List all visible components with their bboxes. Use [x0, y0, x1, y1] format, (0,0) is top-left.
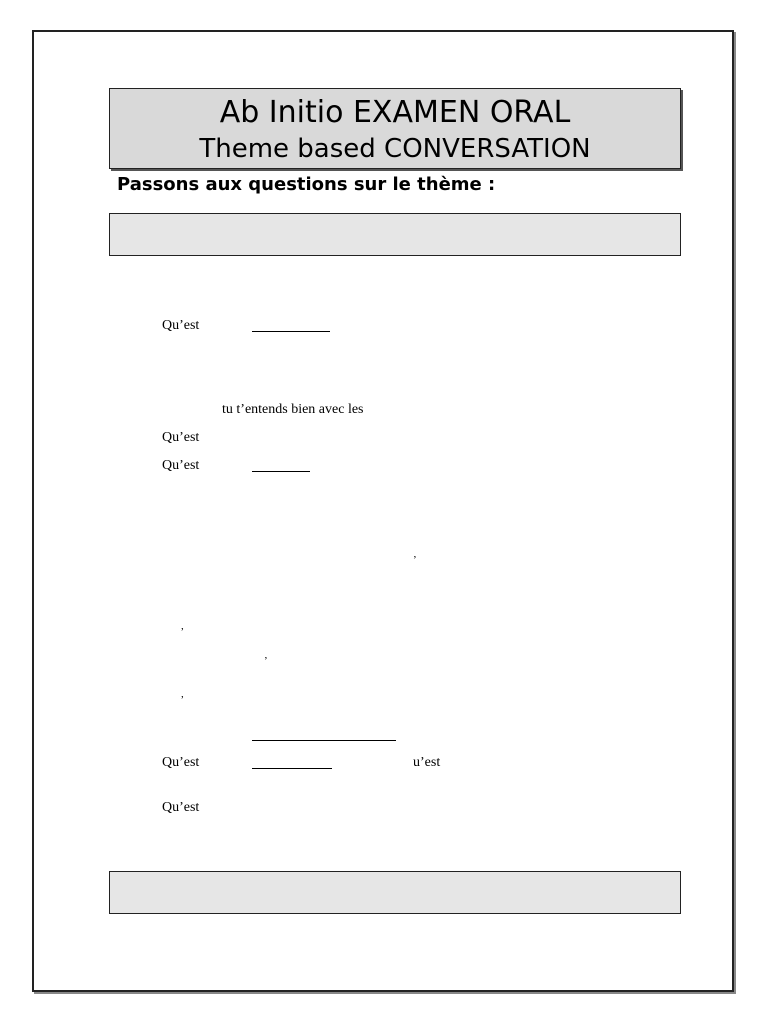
comma-mark-3: ’ [264, 655, 268, 667]
comma-mark-2: , [181, 620, 184, 632]
exam-title: Ab Initio EXAMEN ORAL [219, 95, 571, 130]
blank-box-bottom [109, 871, 681, 914]
blank-line-4 [252, 768, 332, 769]
question-5: Qu’est [162, 800, 200, 815]
blank-line-1 [252, 331, 330, 332]
blank-line-3 [252, 740, 396, 741]
question-2: Qu’est [162, 430, 200, 445]
question-4-tail: u’est [413, 755, 441, 770]
comma-mark-1: ’ [413, 554, 417, 566]
section-heading: Passons aux questions sur le thème : [117, 174, 496, 195]
blank-line-2 [252, 471, 310, 472]
question-1: Qu’est [162, 318, 200, 333]
title-box [109, 88, 681, 169]
comma-mark-4: , [181, 688, 184, 700]
phrase-famille: tu t’entends bien avec les [222, 402, 364, 417]
question-3: Qu’est [162, 458, 200, 473]
blank-box-top [109, 213, 681, 256]
exam-subtitle: Theme based CONVERSATION [199, 134, 591, 164]
question-4: Qu’est [162, 755, 200, 770]
